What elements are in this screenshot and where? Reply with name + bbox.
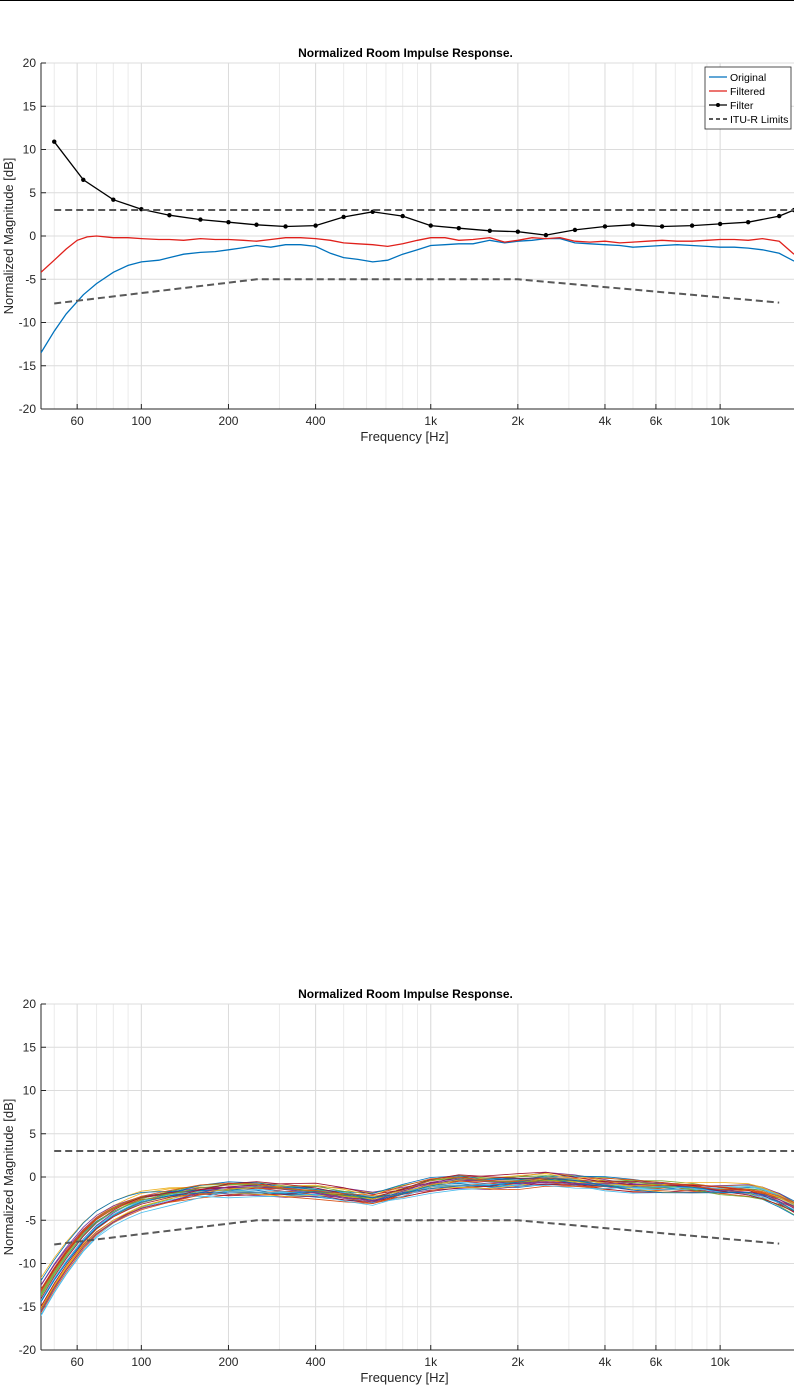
x-tick-label: 100 — [131, 414, 152, 428]
x-tick-label: 200 — [218, 414, 239, 428]
x-tick-label: 10k — [710, 1355, 730, 1369]
y-tick-label: 5 — [29, 185, 36, 200]
y-axis-label: Normalized Magnitude [dB] — [1, 157, 16, 315]
x-tick-label: 100 — [131, 1355, 152, 1369]
chart-title: Normalized Room Impulse Response. — [298, 46, 513, 60]
y-tick-label: -10 — [18, 315, 36, 330]
y-tick-label: -10 — [18, 1256, 36, 1271]
x-tick-label: 6k — [649, 414, 663, 428]
x-tick-label: 2k — [511, 414, 525, 428]
x-tick-label: 6k — [649, 1355, 663, 1369]
y-tick-label: -20 — [18, 1343, 36, 1357]
x-axis-label: Frequency [Hz] — [360, 1370, 449, 1385]
x-tick-label: 1k — [424, 1355, 438, 1369]
x-tick-label: 400 — [305, 1355, 326, 1369]
y-tick-label: 20 — [22, 997, 36, 1011]
x-tick-label: 200 — [218, 1355, 239, 1369]
y-tick-label: 5 — [29, 1126, 36, 1141]
x-tick-label: 400 — [305, 414, 326, 428]
y-tick-label: 10 — [22, 142, 36, 157]
legend-label: ITU-R Limits — [730, 114, 789, 126]
x-tick-label: 60 — [70, 1355, 84, 1369]
x-tick-label: 10k — [710, 414, 730, 428]
legend-label: Filter — [730, 100, 754, 112]
x-tick-label: 4k — [598, 1355, 612, 1369]
y-tick-label: -20 — [18, 402, 36, 416]
chart-title: Normalized Room Impulse Response. — [298, 987, 513, 1001]
x-tick-label: 60 — [70, 414, 84, 428]
y-tick-label: 15 — [22, 1040, 36, 1055]
y-tick-label: -5 — [25, 272, 36, 287]
x-tick-label: 1k — [424, 414, 438, 428]
y-tick-label: -5 — [25, 1213, 36, 1228]
y-tick-label: -15 — [18, 358, 36, 373]
legend-label: Filtered — [730, 86, 766, 98]
y-tick-label: -15 — [18, 1299, 36, 1314]
y-tick-label: 15 — [22, 99, 36, 114]
legend-label: Original — [730, 72, 767, 84]
y-tick-label: 0 — [29, 1170, 36, 1184]
y-tick-label: 0 — [29, 229, 36, 243]
y-tick-label: 10 — [22, 1083, 36, 1098]
x-tick-label: 2k — [511, 1355, 525, 1369]
y-axis-label: Normalized Magnitude [dB] — [1, 1098, 16, 1256]
x-tick-label: 4k — [598, 414, 612, 428]
x-axis-label: Frequency [Hz] — [360, 429, 449, 444]
y-tick-label: 20 — [22, 56, 36, 70]
